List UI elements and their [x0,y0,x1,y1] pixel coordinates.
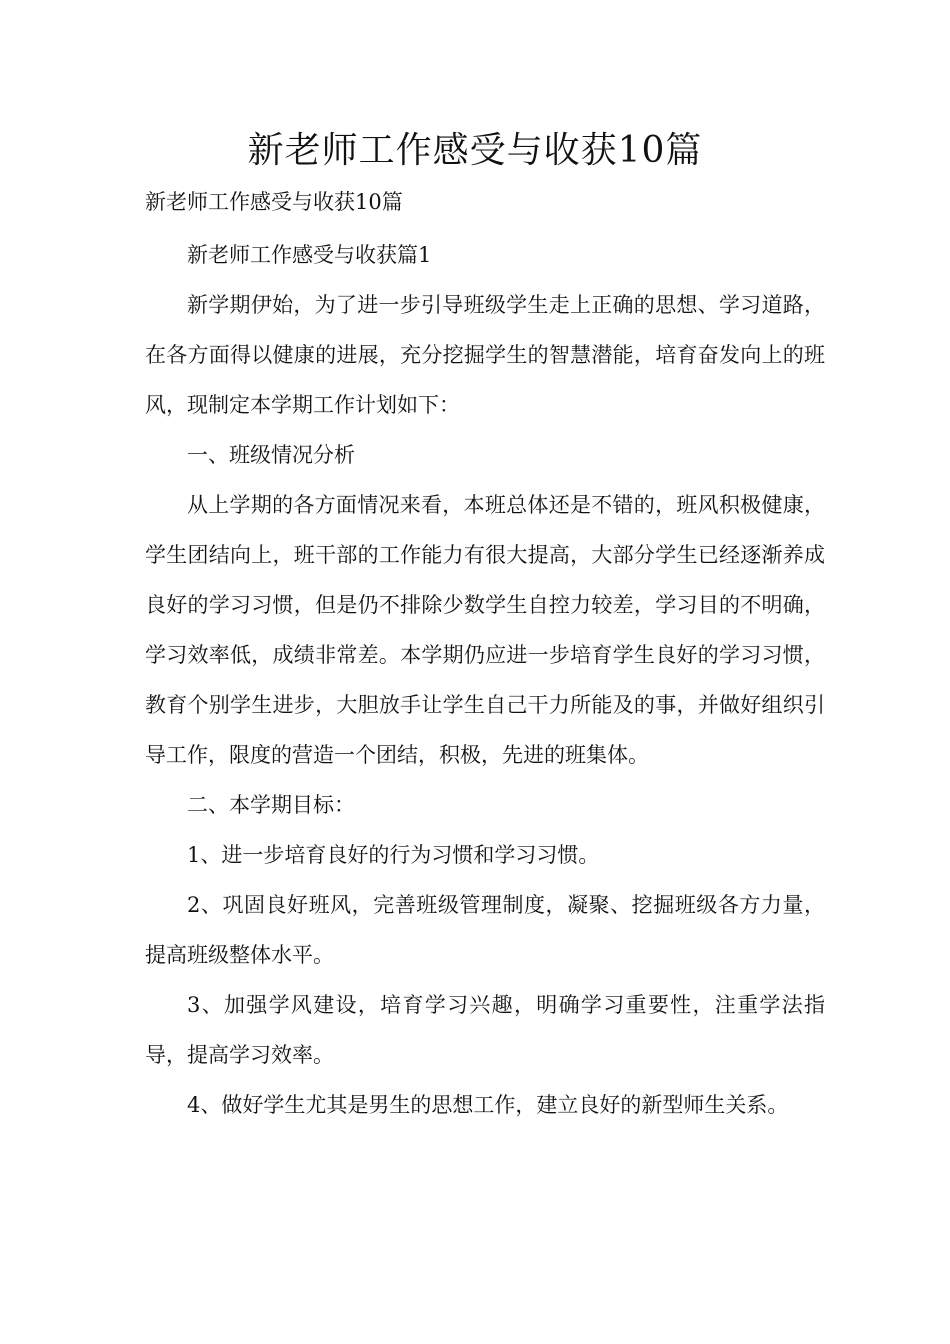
paragraph-heading: 一、班级情况分析 [187,443,355,467]
document-title: 新老师工作感受与收获10篇 [247,130,703,171]
paragraph: 新学期伊始，为了进一步引导班级学生走上正确的思想、学习道路，在各方面得以健康的进展，充分挖掘学生的智慧潜能，培育奋发向上的班风，现制定本学期工作计划如下： [145,293,825,417]
list-item: 4、做好学生尤其是男生的思想工作，建立良好的新型师生关系。 [187,1093,789,1117]
document-subtitle: 新老师工作感受与收获10篇 [145,190,403,214]
section-heading: 新老师工作感受与收获篇1 [187,243,432,267]
list-item: 3、加强学风建设，培育学习兴趣，明确学习重要性，注重学法指导，提高学习效率。 [145,993,825,1067]
list-item: 2、巩固良好班风，完善班级管理制度，凝聚、挖掘班级各方力量，提高班级整体水平。 [145,893,825,967]
list-item: 1、进一步培育良好的行为习惯和学习习惯。 [187,843,600,867]
paragraph: 从上学期的各方面情况来看，本班总体还是不错的，班风积极健康，学生团结向上，班干部的工作能力有很大提高，大部分学生已经逐渐养成良好的学习习惯，但是仍不排除少数学生自控力较差，学习目的不明确，学习效率低，成绩非常差。本学期仍应进一步培育学生良好的学习习惯，教育个别学生进步，大胆放手让学生自己干力所能及的事，并做好组织引导工作，限度的营造一个团结，积极，先进的班集体。 [145,493,825,767]
paragraph-heading: 二、本学期目标： [187,793,355,817]
document-body [145,180,825,1130]
